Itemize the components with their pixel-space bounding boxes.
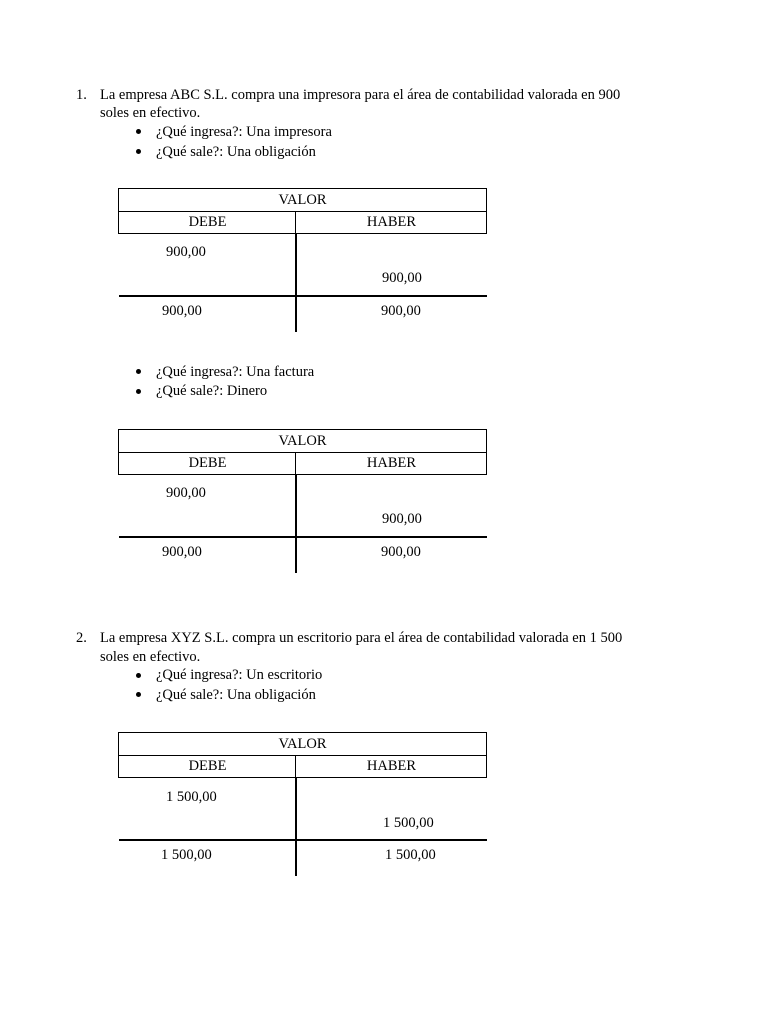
debe-entry: 1 500,00 <box>166 789 217 805</box>
haber-entry: 900,00 <box>382 511 422 527</box>
exercise-text-line1: La empresa ABC S.L. compra una impresora para el área de contabilidad valorada en 900 <box>100 87 621 103</box>
debe-entry: 900,00 <box>166 485 206 501</box>
exercise-number: 2. <box>76 630 87 646</box>
header-divider <box>295 211 296 233</box>
bullet-icon <box>136 673 141 678</box>
t-total-line <box>119 295 487 297</box>
haber-entry: 1 500,00 <box>383 815 434 831</box>
debe-entry: 900,00 <box>166 244 206 260</box>
haber-entry: 900,00 <box>382 270 422 286</box>
exercise-number: 1. <box>76 87 87 103</box>
bullet-icon <box>136 129 141 134</box>
table-column-headers <box>118 452 487 475</box>
t-vertical-line <box>295 234 297 332</box>
column-header-debe: DEBE <box>188 214 227 230</box>
haber-total: 900,00 <box>381 544 421 560</box>
exercise-text-line2: soles en efectivo. <box>100 105 201 121</box>
debe-total: 900,00 <box>162 544 202 560</box>
header-divider <box>295 755 296 777</box>
column-header-debe: DEBE <box>188 758 227 774</box>
column-header-haber: HABER <box>366 455 417 471</box>
t-account-table <box>118 188 487 332</box>
t-account-table <box>118 429 487 573</box>
table-column-headers <box>118 755 487 778</box>
bullet-icon <box>136 369 141 374</box>
column-header-haber: HABER <box>366 214 417 230</box>
t-total-line <box>119 536 487 538</box>
bullet-item: ¿Qué ingresa?: Un escritorio <box>156 667 323 683</box>
bullet-icon <box>136 389 141 394</box>
t-account-table <box>118 732 487 876</box>
haber-total: 900,00 <box>381 303 421 319</box>
t-total-line <box>119 839 487 841</box>
bullet-icon <box>136 149 141 154</box>
header-divider <box>295 452 296 474</box>
debe-total: 1 500,00 <box>161 847 212 863</box>
table-column-headers <box>118 211 487 234</box>
column-header-debe: DEBE <box>188 455 227 471</box>
bullet-item: ¿Qué sale?: Una obligación <box>156 687 316 703</box>
exercise-text-line1: La empresa XYZ S.L. compra un escritorio para el área de contabilidad valorada en 1 500 <box>100 630 623 646</box>
table-title-valor: VALOR <box>118 188 487 212</box>
bullet-item: ¿Qué sale?: Una obligación <box>156 144 316 160</box>
bullet-item: ¿Qué ingresa?: Una factura <box>156 364 315 380</box>
exercise-text-line2: soles en efectivo. <box>100 649 201 665</box>
table-title-valor: VALOR <box>118 429 487 453</box>
table-title-valor: VALOR <box>118 732 487 756</box>
debe-total: 900,00 <box>162 303 202 319</box>
haber-total: 1 500,00 <box>385 847 436 863</box>
t-vertical-line <box>295 778 297 876</box>
bullet-item: ¿Qué sale?: Dinero <box>156 383 268 399</box>
t-vertical-line <box>295 475 297 573</box>
column-header-haber: HABER <box>366 758 417 774</box>
bullet-item: ¿Qué ingresa?: Una impresora <box>156 124 332 140</box>
bullet-icon <box>136 692 141 697</box>
